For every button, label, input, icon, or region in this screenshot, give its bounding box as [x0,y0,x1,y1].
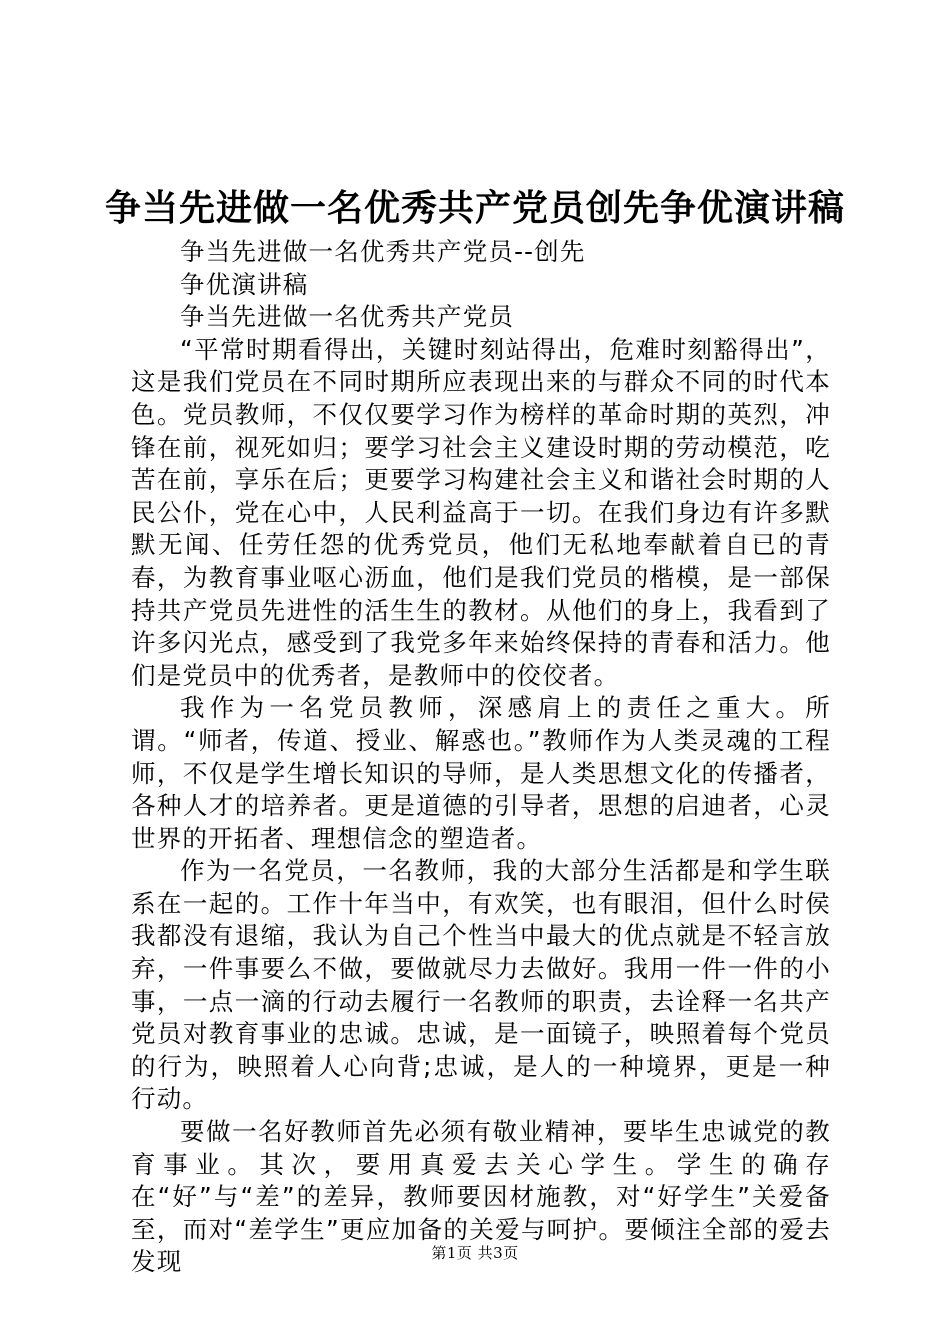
body-paragraph: “平常时期看得出，关键时刻站得出，危难时刻豁得出”，这是我们党员在不同时期所应表现出来的与群众不同的时代本色。党员教师，不仅仅要学习作为榜样的革命时期的英烈，冲锋在前，视死如归；要学习社会主义建设时期的劳动模范，吃苦在前，享乐在后；更要学习构建社会主义和谐社会时期的人民公仆，党在心中，人民利益高于一切。在我们身边有许多默默无闻、任劳任怨的优秀党员，他们无私地奉献着自已的青春，为教育事业呕心沥血，他们是我们党员的楷模，是一部保持共产党员先进性的活生生的教材。从他们的身上，我看到了许多闪光点，感受到了我党多年来始终保持的青春和活力。他们是党员中的优秀者，是教师中的佼佼者。 [131,334,831,690]
subtitle-line-2: 争优演讲稿 [180,269,309,299]
body-paragraph: 要做一名好教师首先必须有敬业精神，要毕生忠诚党的教育事业。其次，要用真爱去关心学生。学生的确存在“好”与“差”的差异，教师要因材施教，对“好学生”关爱备至，而对“差学生”更应加备的关爱与呵护。要倾注全部的爱去发现 [131,1117,831,1277]
body-paragraph: 作为一名党员，一名教师，我的大部分生活都是和学生联系在一起的。工作十年当中，有欢笑，也有眼泪，但什么时侯我都没有退缩，我认为自己个性当中最大的优点就是不轻言放弃，一件事要么不做，要做就尽力去做好。我用一件一件的小事，一点一滴的行动去履行一名教师的职责，去诠释一名共产党员对教育事业的忠诚。忠诚，是一面镜子，映照着每个党员的行为，映照着人心向背;忠诚，是人的一种境界，更是一种行动。 [131,856,831,1114]
document-body [131,236,831,1279]
subtitle-line-3: 争当先进做一名优秀共产党员 [180,302,515,332]
document-title: 争当先进做一名优秀共产党员创先争优演讲稿 [104,187,845,229]
subtitle-line-1: 争当先进做一名优秀共产党员--创先 [180,237,586,266]
page-number-footer: 第1页 共3页 [431,1244,519,1262]
body-paragraph: 我作为一名党员教师，深感肩上的责任之重大。所谓。“师者，传道、授业、解惑也。”教师作为人类灵魂的工程师，不仅是学生增长知识的导师，是人类思想文化的传播者，各种人才的培养者。更是道德的引导者，思想的启迪者，心灵世界的开拓者、理想信念的塑造者。 [131,693,831,853]
